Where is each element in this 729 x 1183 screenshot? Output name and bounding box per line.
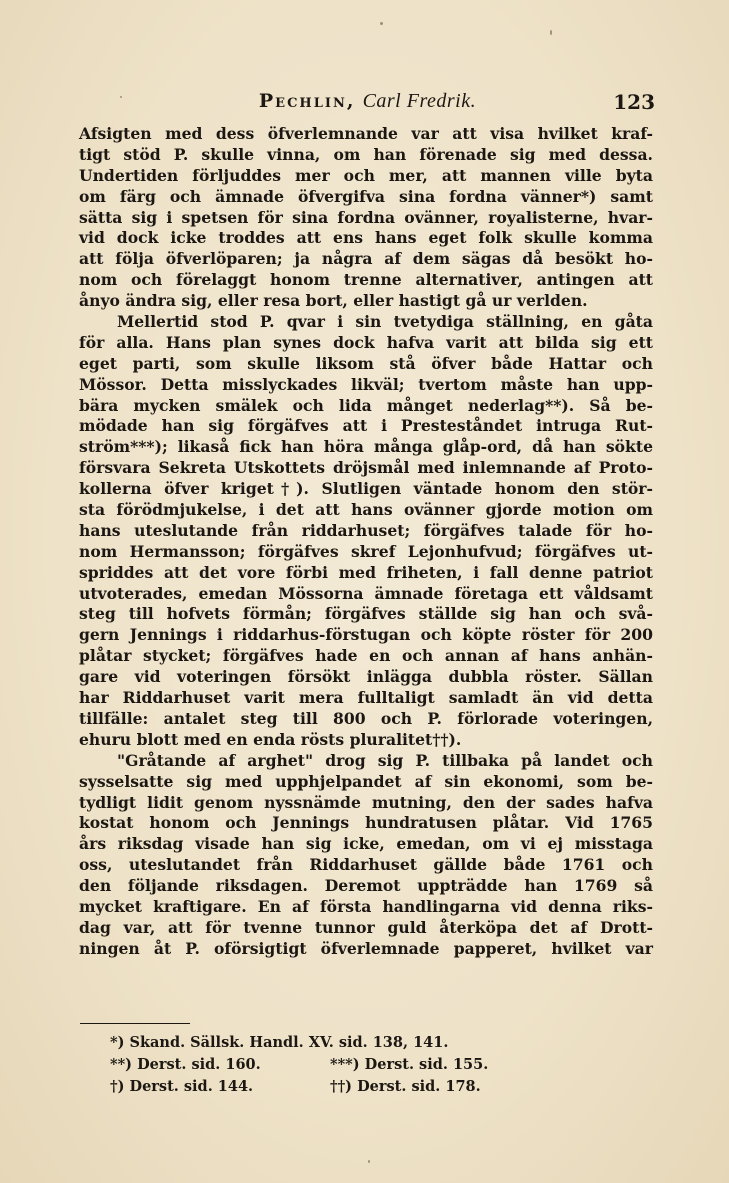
page-header bbox=[80, 90, 655, 120]
text-line: sätta sig i spetsen för sina fordna ovänner, royalisterne, hvar- bbox=[79, 207, 653, 227]
text-line: vid dock icke troddes att ens hans eget folk skulle komma bbox=[79, 228, 653, 248]
footnote-right: ††) Derst. sid. 178. bbox=[330, 1078, 481, 1095]
text-line: om färg och ämnade öfvergifva sina fordna vänner*) samt bbox=[79, 186, 653, 206]
text-line: den följande riksdagen. Deremot uppträdde han 1769 så bbox=[79, 876, 653, 896]
text-line: kollerna öfver kriget†). Slutligen väntade honom den stör- bbox=[79, 479, 653, 499]
text-line: ånyo ändra sig, eller resa bort, eller hastigt gå ur verlden. bbox=[79, 291, 588, 311]
text-line: utvoterades, emedan Mössorna ämnade företaga ett våldsamt bbox=[79, 583, 653, 603]
text-line: bära mycken smälek och lida månget nederlag**). Så be- bbox=[79, 395, 653, 415]
footnote-left: **) Derst. sid. 160. bbox=[110, 1056, 261, 1073]
running-head-names: Carl Fredrik. bbox=[362, 90, 477, 112]
text-line: har Riddarhuset varit mera fulltaligt samladt än vid detta bbox=[79, 688, 653, 708]
footnote-left: *) Skand. Sällsk. Handl. XV. sid. 138, 141. bbox=[110, 1034, 449, 1051]
text-line: mycket kraftigare. En af första handlingarna vid denna riks- bbox=[79, 896, 653, 916]
text-line: sysselsatte sig med upphjelpandet af sin ekonomi, som be- bbox=[79, 771, 653, 791]
text-line: att följa öfverlöparen; ja några af dem sägas då besökt ho- bbox=[79, 249, 653, 269]
text-line: Mössor. Detta misslyckades likväl; tvertom måste han upp- bbox=[79, 374, 653, 394]
paper-speck bbox=[380, 22, 383, 25]
text-line: steg till hofvets förmån; förgäfves ställde sig han och svå- bbox=[79, 604, 653, 624]
text-line: års riksdag visade han sig icke, emedan, om vi ej misstaga bbox=[79, 834, 653, 854]
text-line: Undertiden förljuddes mer och mer, att mannen ville byta bbox=[79, 165, 653, 185]
text-line: försvara Sekreta Utskottets dröjsmål med inlemnande af Proto- bbox=[79, 458, 653, 478]
text-line: tigt stöd P. skulle vinna, om han förenade sig med dessa. bbox=[79, 144, 653, 164]
text-line: hans uteslutande från riddarhuset; förgäfves talade för ho- bbox=[79, 520, 653, 540]
text-line: kostat honom och Jennings hundratusen plåtar. Vid 1765 bbox=[79, 813, 653, 833]
text-line: för alla. Hans plan synes dock hafva varit att bilda sig ett bbox=[79, 332, 653, 352]
body-text bbox=[79, 124, 653, 960]
text-line: ningen åt P. oförsigtigt öfverlemnade papperet, hvilket var bbox=[79, 938, 653, 958]
text-line: tillfälle: antalet steg till 800 och P. förlorade voteringen, bbox=[79, 708, 653, 728]
text-line: Afsigten med dess öfverlemnande var att visa hvilket kraf- bbox=[79, 124, 653, 143]
footnote-left: †) Derst. sid. 144. bbox=[110, 1078, 254, 1095]
text-line: dag var, att för tvenne tunnor guld återköpa det af Drott- bbox=[79, 917, 653, 937]
footnote-row bbox=[110, 1032, 590, 1054]
text-line: gern Jennings i riddarhus-förstugan och köpte röster för 200 bbox=[79, 625, 653, 645]
paper-speck bbox=[368, 1160, 370, 1163]
footnote-row bbox=[110, 1076, 590, 1098]
footnotes bbox=[110, 1032, 590, 1098]
text-line: plåtar stycket; förgäfves hade en och annan af hans anhän- bbox=[79, 646, 653, 666]
paper-speck bbox=[120, 96, 122, 98]
text-line: "Gråtande af arghet" drog sig P. tillbaka på landet och bbox=[117, 750, 653, 770]
footnote-right: ***) Derst. sid. 155. bbox=[330, 1056, 489, 1073]
text-line: spriddes att det vore förbi med friheten, i fall denne patriot bbox=[79, 562, 653, 582]
running-head bbox=[80, 90, 655, 113]
text-line: mödade han sig förgäfves att i Presteståndet intruga Rut- bbox=[79, 416, 653, 436]
text-line: oss, uteslutandet från Riddarhuset gällde både 1761 och bbox=[79, 855, 653, 875]
paper-speck bbox=[550, 30, 552, 35]
text-line: ström***); likaså fick han höra många glåp-ord, då han sökte bbox=[79, 437, 653, 457]
text-line: nom Hermansson; förgäfves skref Lejonhufvud; förgäfves ut- bbox=[79, 541, 653, 561]
running-head-surname: Pechlin, bbox=[258, 90, 356, 112]
page-number: 123 bbox=[613, 90, 655, 114]
text-line: sta förödmjukelse, i det att hans ovänner gjorde motion om bbox=[79, 500, 653, 520]
text-line: tydligt lidit genom nyssnämde mutning, den der sades hafva bbox=[79, 792, 653, 812]
footnote-row bbox=[110, 1054, 590, 1076]
footnote-rule bbox=[80, 1023, 190, 1024]
text-line: Mellertid stod P. qvar i sin tvetydiga ställning, en gåta bbox=[117, 312, 653, 332]
text-line: eget parti, som skulle liksom stå öfver både Hattar och bbox=[79, 353, 653, 373]
text-line: ehuru blott med en enda rösts pluralitet††). bbox=[79, 729, 462, 749]
text-line: gare vid voteringen försökt inlägga dubbla röster. Sällan bbox=[79, 667, 653, 687]
text-line: nom och förelaggt honom trenne alternativer, antingen att bbox=[79, 270, 653, 290]
